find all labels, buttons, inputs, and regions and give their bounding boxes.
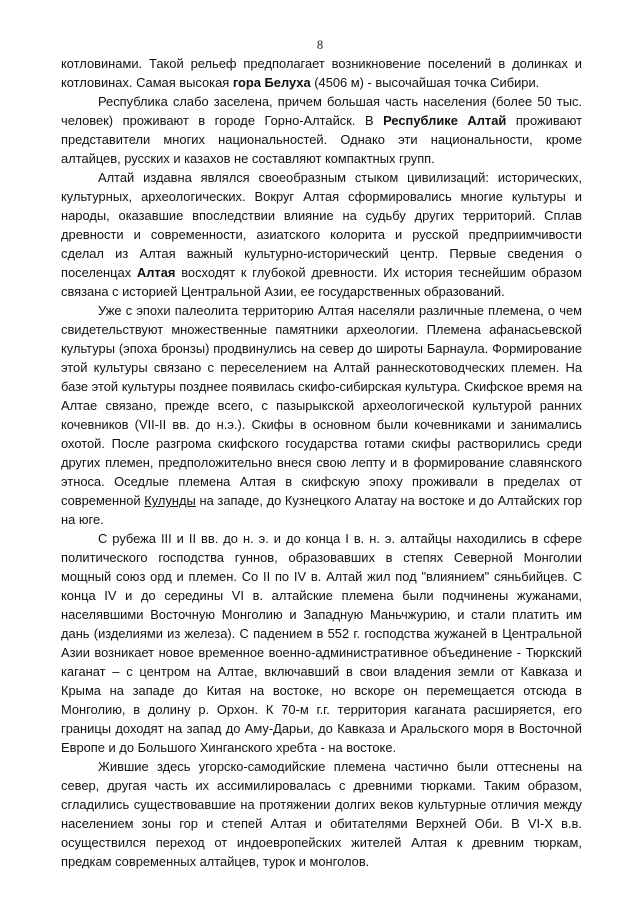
- bold-term: гора Белуха: [232, 75, 311, 90]
- text-run: проживают представители многих национальностей. Однако эти национальности, кроме алтайцев, русских и казахов не составляют компактных групп.: [61, 113, 582, 166]
- page-number: 8: [316, 38, 324, 52]
- text-run: котловинами. Такой рельеф предполагает возникновение поселений в долинках и котловинах. Самая высокая: [61, 56, 582, 90]
- text-run: восходят к глубокой древности. Их история теснейшим образом связана с историей Центральной Азии, ее государственных образований.: [61, 265, 582, 299]
- text-run: на западе, до Кузнецкого Алатау на востоке и до Алтайских гор на юге.: [61, 493, 582, 527]
- text-run: Республика слабо заселена, причем большая часть населения (более 50 тыс. человек) проживают в городе Горно-Алтайск. В: [61, 94, 582, 128]
- text-run: Уже с эпохи палеолита территорию Алтая населяли различные племена, о чем свидетельствуют множественные памятники археологии. Племена афанасьевской культуры (эпоха бронзы) продвинулись на север до широты Барнаула. Формирование этой культуры связано с переселением на Алтай раннескотоводческих племен. На базе этой культуры позднее появилась скифо-сибирская культура. Скифское время на Алтае связано, прежде всего, с пазырыкской археологической культурой ранних кочевников (VII-II вв. до н.э.). Скифы в основном были кочевниками и занимались охотой. После разгрома скифского государства готами скифы растворились среди других племен, предположительно внеся свою лепту и в формирование славянского этноса. Оседлые племена Алтая в скифскую эпоху проживали в пределах от современной: [61, 303, 582, 508]
- text-run: Жившие здесь угорско-самодийские племена частично были оттеснены на север, другая часть их ассимилировалась с древними тюрками. Таким образом, сгладились существовавшие на протяжении долгих веков культурные отличия между населением зоны гор и степей Алтая и обитателями Верхней Оби. В VI-X в.в. осуществился переход от индоевропейских жителей Алтая к древним тюркам, предкам современных алтайцев, турок и монголов.: [61, 759, 582, 869]
- body-text: [61, 54, 582, 871]
- paragraph-6: [61, 757, 582, 871]
- bold-term: Республике Алтай: [383, 113, 507, 128]
- text-run: (4506 м) - высочайшая точка Сибири.: [310, 75, 540, 90]
- paragraph-5: [61, 529, 582, 757]
- paragraph-1: [61, 54, 582, 92]
- bold-term: Алтая: [136, 265, 176, 280]
- paragraph-2: [61, 92, 582, 168]
- text-run: Алтай издавна являлся своеобразным стыком цивилизаций: исторических, культурных, археологических. Вокруг Алтая сформировались многие культуры и народы, оказавшие впоследствии влияние на судьбу других территорий. Сплав древности и современности, азиатского колорита и русской предприимчивости сделал из Алтая важный культурно-исторический центр. Первые сведения о поселенцах: [61, 170, 582, 280]
- underlined-term: Кулунды: [144, 493, 196, 508]
- paragraph-4: [61, 301, 582, 529]
- paragraph-3: [61, 168, 582, 301]
- text-run: С рубежа III и II вв. до н. э. и до конца I в. н. э. алтайцы находились в сфере политического господства гуннов, образовавших в степях Северной Монголии мощный союз орд и племен. Со II по IV в. Алтай жил под "влиянием" сяньбийцев. С конца IV и до середины VI в. алтайские племена были подчинены жужанами, населявшими Восточную Монголию и Западную Маньчжурию, и стали платить им дань (изделиями из железа). С падением в 552 г. господства жужаней в Центральной Азии возникает новое временное военно-административное объединение - Тюркский каганат – с центром на Алтае, включавший в свои владения земли от Кавказа и Крыма на западе до Китая на востоке, но вскоре он перемещается отсюда в Монголию, в долину р. Орхон. К 70-м г.г. территория каганата расширяется, его границы доходят на запад до Аму-Дарьи, до Кавказа и Аральского моря в Восточной Европе и до Большого Хинганского хребта - на востоке.: [61, 531, 582, 755]
